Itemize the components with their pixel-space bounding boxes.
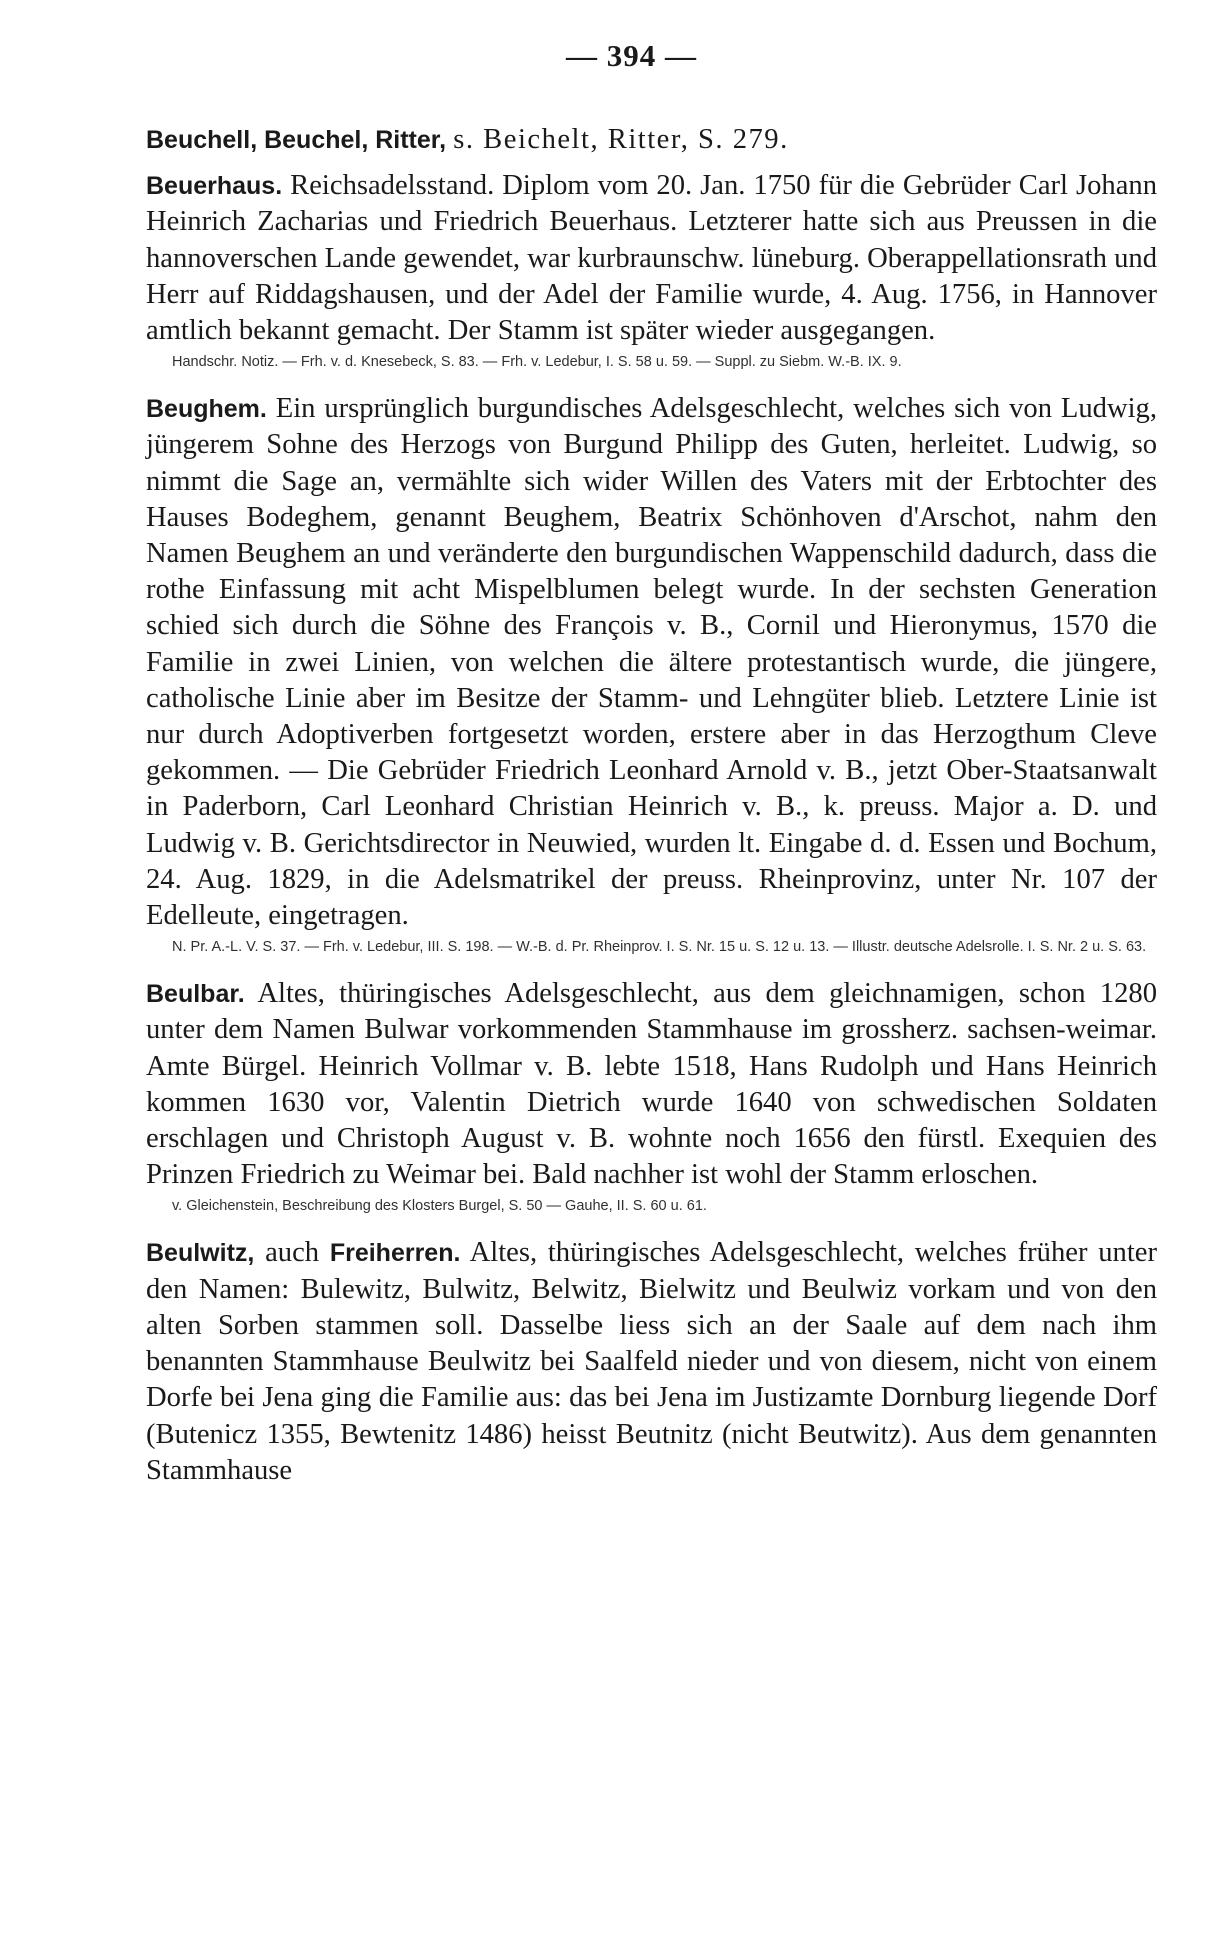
entry-beuchell — [146, 122, 1157, 158]
entry-beuerhaus — [146, 168, 1157, 349]
entry-headword: Beuchell, Beuchel, Ritter, — [146, 126, 447, 154]
entry-beulbar — [146, 976, 1157, 1193]
entry-references: v. Gleichenstein, Beschreibung des Klosters Burgel, S. 50 — Gauhe, II. S. 60 u. 61. — [172, 1198, 707, 1215]
entry-text: Ein ursprünglich burgundisches Adelsgeschlecht, welches sich von Ludwig, jüngerem Sohne des Herzogs von Burgund Philipp des Guten, herleitet. Ludwig, so nimmt die Sage an, vermählte sich wider Willen des Vaters mit der Erbtochter des Hauses Bodeghem, genannt Beughem, Beatrix Schönhoven d'Arschot, nahm den Namen Beughem an und veränderte den burgundischen Wappenschild dadurch, dass die rothe Einfassung mit acht Mispelblumen belegt wurde. In der sechsten Generation schied sich durch die Söhne des François v. B., Cornil und Hieronymus, 1570 die Familie in zwei Linien, von welchen die ältere protestantisch wurde, die jüngere, catholische Linie aber im Besitze der Stamm- und Lehngüter blieb. Letztere Linie ist nur durch Adoptiverben fortgesetzt worden, erstere aber in das Herzogthum Cleve gekommen. — Die Gebrüder Friedrich Leonhard Arnold v. B., jetzt Ober-Staatsanwalt in Paderborn, Carl Leonhard Christian Heinrich v. B., k. preuss. Major a. D. und Ludwig v. B. Gerichtsdirector in Neuwied, wurden lt. Eingabe d. d. Essen und Bochum, 24. Aug. 1829, in die Adelsmatrikel der preuss. Rheinprovinz, unter Nr. 107 der Edelleute, eingetragen. — [146, 393, 1157, 932]
entry-headword: Beulbar. — [146, 980, 245, 1009]
entry-headword-connector: auch — [265, 1237, 320, 1269]
entry-headword-rank: Freiherren. — [329, 1239, 461, 1268]
entry-references: N. Pr. A.-L. V. S. 37. — Frh. v. Ledebur, III. S. 198. — W.-B. d. Pr. Rheinprov. I. S. Nr. 15 u. S. 12 u. 13. — Illustr. deutsche Adelsrolle. I. S. Nr. 2 u. S. 63. — [172, 939, 1147, 956]
entry-references: Handschr. Notiz. — Frh. v. d. Knesebeck, S. 83. — Frh. v. Ledebur, I. S. 58 u. 59. — Suppl. zu Siebm. W.-B. IX. 9. — [172, 354, 902, 371]
entry-beughem — [146, 391, 1157, 934]
entry-headword: Beuerhaus. — [146, 172, 283, 201]
entry-text: s. Beichelt, Ritter, S. 279. — [453, 124, 789, 155]
entry-beulwitz — [146, 1235, 1157, 1488]
entry-headword: Beughem. — [146, 395, 267, 424]
entry-text: Altes, thüringisches Adelsgeschlecht, welches früher unter den Namen: Bulewitz, Bulwitz, Belwitz, Bielwitz und Beulwiz vorkam und von den alten Sorben stammen soll. Dasselbe liess sich an der Saale auf dem nach ihm benannten Stammhause Beulwitz bei Saalfeld nieder und von diesem, nicht von einem Dorfe bei Jena ging die Familie aus: das bei Jena im Justizamte Dornburg liegende Dorf (Butenicz 1355, Bewtenitz 1486) heisst Beutnitz (nicht Beutwitz). Aus dem genannten Stammhause — [146, 1237, 1157, 1486]
entry-text: Altes, thüringisches Adelsgeschlecht, aus dem gleichnamigen, schon 1280 unter dem Namen Bulwar vorkommenden Stammhause im grossherz. sachsen-weimar. Amte Bürgel. Heinrich Vollmar v. B. lebte 1518, Hans Rudolph und Hans Heinrich kommen 1630 vor, Valentin Dietrich wurde 1640 von schwedischen Soldaten erschlagen und Christoph August v. B. wohnte noch 1656 den fürstl. Exequien des Prinzen Friedrich zu Weimar bei. Bald nachher ist wohl der Stamm erloschen. — [146, 978, 1158, 1191]
entry-text: Reichsadelsstand. Diplom vom 20. Jan. 1750 für die Gebrüder Carl Johann Heinrich Zacharias und Friedrich Beuerhaus. Letzterer hatte sich aus Preussen in die hannoverschen Lande gewendet, war kurbraunschw. lüneburg. Oberappellationsrath und Herr auf Riddagshausen, und der Adel der Familie wurde, 4. Aug. 1756, in Hannover amtlich bekannt gemacht. Der Stamm ist später wieder ausgegangen. — [146, 170, 1157, 347]
page-number: — 394 — — [566, 38, 697, 73]
entry-headword: Beulwitz, — [146, 1239, 255, 1268]
